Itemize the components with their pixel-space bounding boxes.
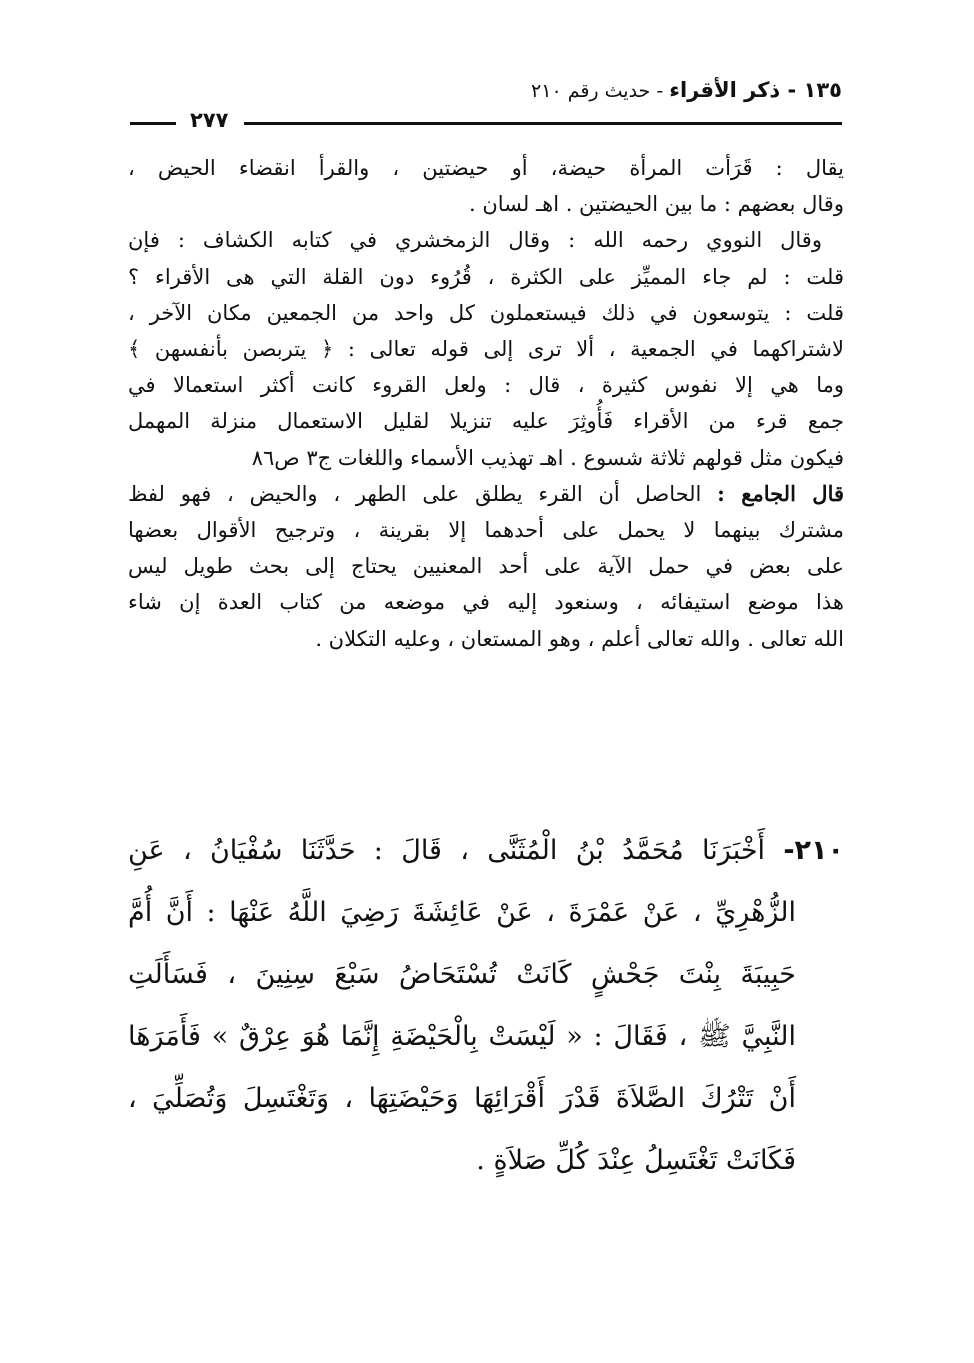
body-line: لاشتراكهما في الجمعية ، ألا ترى إلى قوله تعالى : ﴿ يتربصن بأنفسهن ﴾ (128, 337, 844, 362)
body-line: وقال بعضهم : ما بين الحيضتين . اهـ لسان . (468, 192, 844, 217)
jami-line-text: الحاصل أن القرء يطلق على الطهر ، والحيض ، فهو لفظ (128, 481, 718, 506)
hadith-line: حَبِيبَةَ بِنْتَ جَحْشٍ كَانَتْ تُسْتَحَاضُ سَبْعَ سِنِينَ ، فَسَأَلَتِ (128, 959, 796, 990)
page-number: ٢٧٧ (184, 108, 234, 132)
body-line: يقال : قَرَأت المرأة حيضة، أو حيضتين ، والقرأ انقضاء الحيض ، (128, 156, 844, 180)
jami-line (128, 476, 844, 512)
hadith-number: ٢١٠- (783, 835, 844, 866)
running-title-sub: - حديث رقم ٢١٠ (531, 80, 670, 102)
hadith-line: فَكَانَتْ تَغْتَسِلُ عِنْدَ كُلِّ صَلاَةٍ . (476, 1145, 796, 1176)
header-rule-left (130, 122, 176, 125)
jami-line: مشترك بينهما لا يحمل على أحدهما إلا بقرينة ، وترجيح الأقوال بعضها (128, 518, 844, 543)
body-line: فيكون مثل قولهم ثلاثة شسوع . اهـ تهذيب الأسماء واللغات ج٣ ص٨٦ (251, 445, 844, 470)
page-header (130, 78, 842, 134)
hadith-text (128, 820, 844, 1192)
body-line: جمع قرء من الأقراء فَأُوثِرَ عليه تنزيلا لقليل الاستعمال منزلة المهمل (128, 409, 844, 434)
hadith-line: النَّبِيَّ ﷺ ، فَقَالَ : « لَيْسَتْ بِالْحَيْضَةِ إِنَّمَا هُوَ عِرْقٌ » فَأَمَرَهَا (128, 1021, 796, 1052)
jami-line: هذا موضع استيفائه ، وسنعود إليه في موضعه من كتاب العدة إن شاء (128, 590, 844, 615)
jami-line: على بعض في حمل الآية على أحد المعنيين يحتاج إلى بحث طويل ليس (128, 554, 844, 579)
header-rule (244, 122, 842, 125)
hadith-line: الزُّهْرِيِّ ، عَنْ عَمْرَةَ ، عَنْ عَائِشَةَ رَضِيَ اللَّهُ عَنْهَا : أَنَّ أُمَّ (128, 897, 796, 928)
jami-line: الله تعالى . والله تعالى أعلم ، وهو المستعان ، وعليه التكلان . (315, 626, 844, 651)
hadith-line: أَنْ تَتْرُكَ الصَّلاَةَ قَدْرَ أَقْرَائِهَا وَحَيْضَتِهَا ، وَتَغْتَسِلَ وَتُصَلِّيَ ، (128, 1083, 796, 1114)
commentary-text (128, 150, 844, 657)
body-line: وما هي إلا نفوس كثيرة ، قال : ولعل القروء كانت أكثر استعمالا في (128, 373, 844, 398)
body-line: قلت : لم جاء المميِّز على الكثرة ، قُرُوء دون القلة التي هى الأقراء ؟ (128, 264, 844, 289)
hadith-line (128, 820, 844, 882)
running-title-main: ١٣٥ - ذكر الأقراء (669, 78, 842, 102)
running-title (531, 78, 842, 102)
hadith-line-text: أَخْبَرَنَا مُحَمَّدُ بْنُ الْمُثَنَّى ، قَالَ : حَدَّثَنَا سُفْيَانُ ، عَنِ (128, 835, 784, 866)
body-line: قلت : يتوسعون في ذلك فيستعملون كل واحد من الجمعين مكان الآخر ، (128, 300, 844, 325)
jami-label: قال الجامع : (717, 480, 845, 506)
body-line: وقال النووي رحمه الله : وقال الزمخشري في كتابه الكشاف : فإن (128, 228, 822, 253)
